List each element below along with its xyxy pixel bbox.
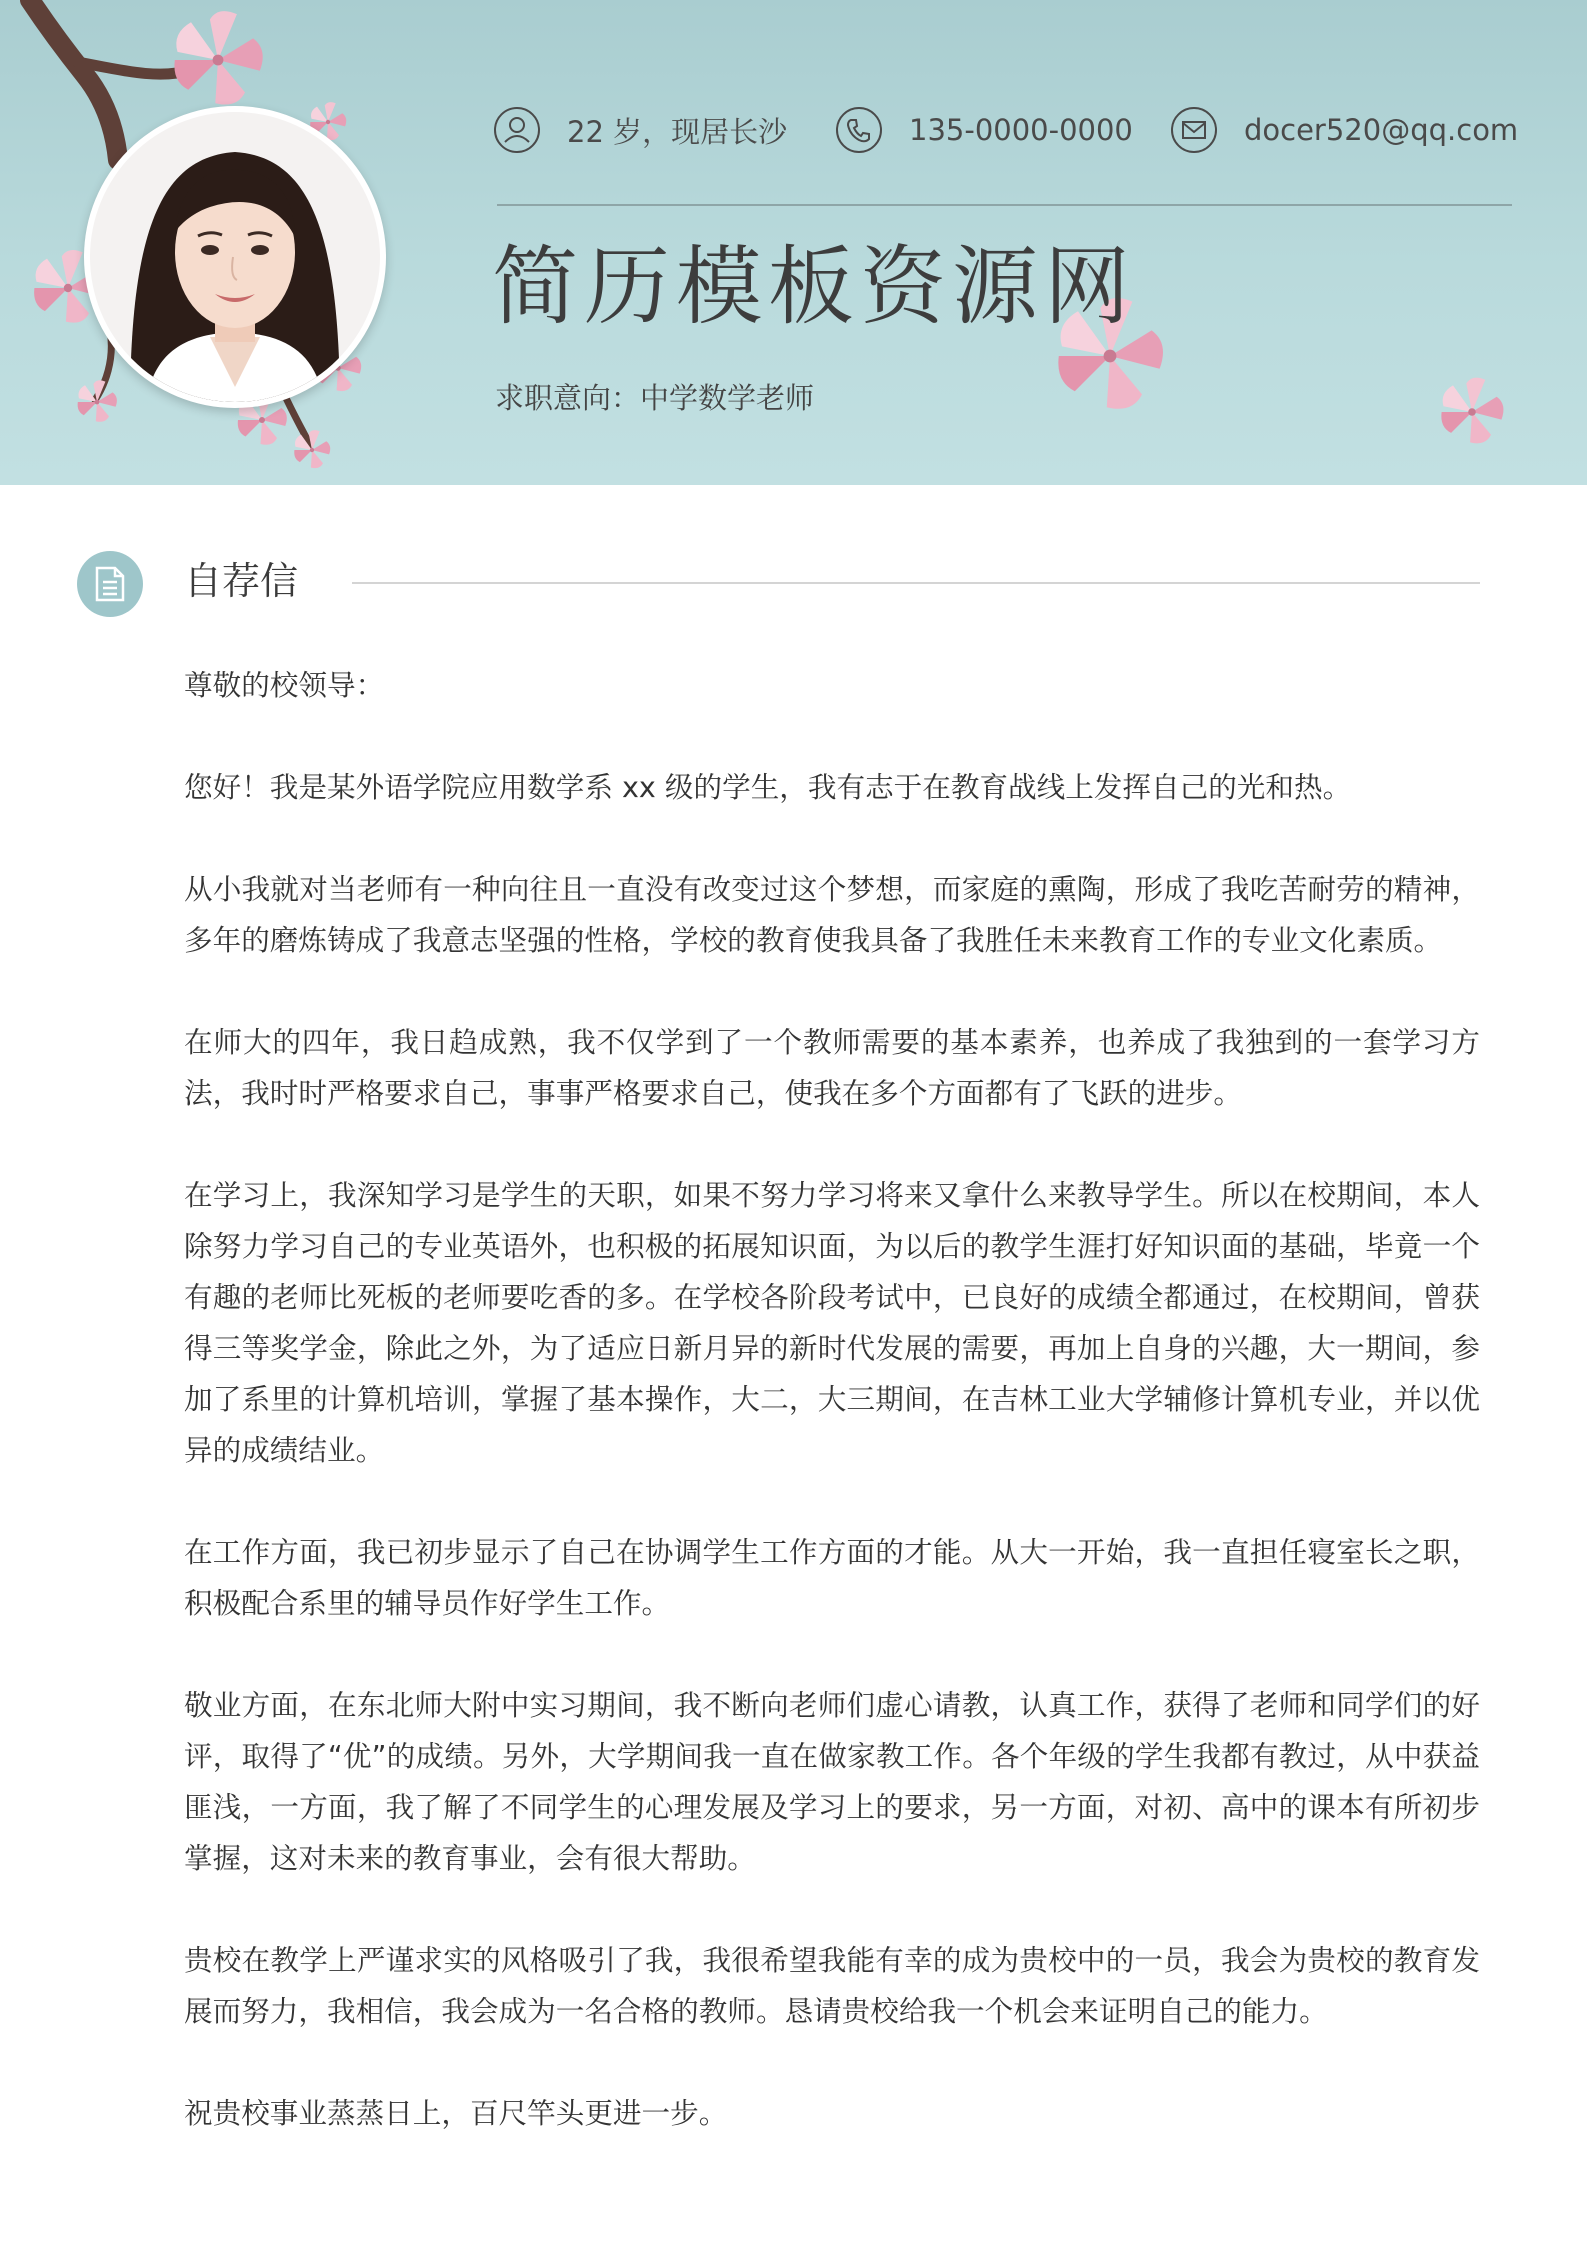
email-text: docer520@qq.com [1244,113,1519,147]
letter-closing: 祝贵校事业蒸蒸日上，百尺竿头更进一步。 [184,2096,728,2130]
header-banner [0,0,1587,485]
avatar [90,112,380,402]
mail-icon [1170,106,1218,154]
page-title: 简历模板资源网 [492,237,1136,337]
letter-paragraph: 在工作方面，我已初步显示了自己在协调学生工作方面的才能。从大一开始，我一直担任寝室长之职，积极配合系里的辅导员作好学生工作。 [184,1535,1480,1620]
letter-paragraph: 敬业方面，在东北师大附中实习期间，我不断向老师们虚心请教，认真工作，获得了老师和同学们的好评，取得了“优”的成绩。另外，大学期间我一直在做家教工作。各个年级的学生我都有教过，从中获益匪浅，一方面，我了解了不同学生的心理发展及学习上的要求，另一方面，对初、高中的课本有所初步掌握，这对未来的教育事业，会有很大帮助。 [184,1688,1480,1875]
phone-icon [835,106,883,154]
section-divider [352,582,1480,584]
letter-paragraph: 在学习上，我深知学习是学生的天职，如果不努力学习将来又拿什么来教导学生。所以在校期间，本人除努力学习自己的专业英语外，也积极的拓展知识面，为以后的教学生涯打好知识面的基础，毕竟一个有趣的老师比死板的老师要吃香的多。在学校各阶段考试中，已良好的成绩全都通过，在校期间，曾获得三等奖学金，除此之外，为了适应日新月异的新时代发展的需要，再加上自身的兴趣，大一期间，参加了系里的计算机培训，掌握了基本操作，大二，大三期间，在吉林工业大学辅修计算机专业，并以优异的成绩结业。 [184,1178,1480,1467]
phone-text: 135-0000-0000 [909,113,1133,147]
section-icon-badge [77,551,143,617]
letter-paragraph: 您好！我是某外语学院应用数学系 xx 级的学生，我有志于在教育战线上发挥自己的光和热。 [184,770,1352,804]
section-title: 自荐信 [184,559,299,603]
letter-greeting: 尊敬的校领导： [184,668,385,702]
letter-paragraph: 贵校在教学上严谨求实的风格吸引了我，我很希望我能有幸的成为贵校中的一员，我会为贵校的教育发展而努力，我相信，我会成为一名合格的教师。恳请贵校给我一个机会来证明自己的能力。 [184,1943,1480,2028]
profile-photo [84,106,386,408]
contact-phone [835,100,1133,160]
contact-age-location [493,100,787,160]
letter-paragraph: 从小我就对当老师有一种向往且一直没有改变过这个梦想，而家庭的熏陶，形成了我吃苦耐劳的精神，多年的磨炼铸成了我意志坚强的性格，学校的教育使我具备了我胜任未来教育工作的专业文化素质。 [184,872,1480,957]
age-location-text: 22 岁，现居长沙 [567,114,788,149]
header-divider [497,204,1512,206]
document-icon [94,566,126,602]
cover-letter-body [184,660,1480,2139]
letter-paragraph: 在师大的四年，我日趋成熟，我不仅学到了一个教师需要的基本素养，也养成了我独到的一套学习方法，我时时严格要求自己，事事严格要求自己，使我在多个方面都有了飞跃的进步。 [184,1025,1480,1110]
contact-email [1170,100,1518,160]
job-intent: 求职意向：中学数学老师 [495,381,815,415]
person-icon [493,106,541,154]
